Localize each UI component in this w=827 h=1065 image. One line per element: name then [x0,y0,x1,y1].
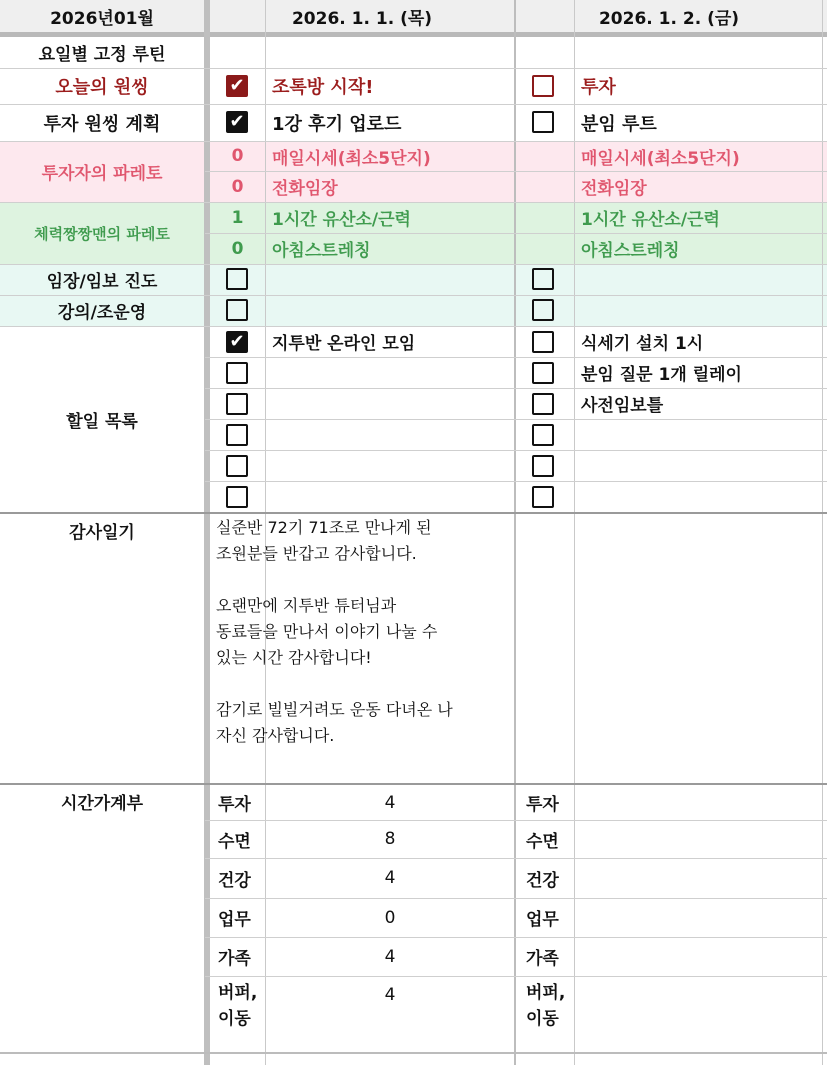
day2-todo-text[interactable]: 분임 질문 1개 릴레이 [581,365,742,385]
day1-time-label: 투자 [218,795,251,815]
day1-todo-text[interactable] [272,388,512,419]
day2-fitness-pareto-value[interactable] [516,233,574,264]
day1-time-value[interactable]: 4 [384,868,396,888]
day1-fitness-pareto-value[interactable]: 1 [231,207,244,228]
day2-time-value[interactable] [575,898,822,937]
day1-todo-checkbox[interactable] [226,362,248,384]
day2-investor-pareto-value[interactable] [516,141,574,171]
label-invest-plan: 투자 원씽 계획 [43,113,161,135]
row-line [205,976,827,977]
day2-fitness-pareto-value[interactable] [516,202,574,233]
day1-date-header: 2026. 1. 1. (목) [291,8,433,29]
day2-time-value[interactable] [575,785,822,820]
day1-investor-pareto-value[interactable]: 0 [231,176,244,197]
day1-todo-checkbox[interactable] [226,455,248,477]
day1-one-thing-text[interactable]: 조톡방 시작! [272,77,374,98]
day1-todo-text[interactable] [272,481,512,512]
day2-todo-checkbox[interactable] [532,486,554,508]
day1-time-value[interactable]: 0 [384,907,396,928]
day1-fitness-pareto-value[interactable]: 0 [231,238,244,259]
label-time-budget: 시간가계부 [60,793,144,814]
day1-todo-text[interactable] [272,450,512,481]
row-line [0,1052,827,1054]
day2-progress-checkbox[interactable] [532,268,554,290]
label-todo: 할일 목록 [66,411,138,432]
day2-todo-text[interactable]: 식세기 설치 1시 [581,334,704,354]
label-fixed-routine: 요일별 고정 루틴 [38,45,166,65]
day1-investor-pareto-item: 전화임장 [272,179,338,199]
day1-fitness-pareto-item: 아침스트레칭 [272,241,371,261]
col-divider-right [822,0,823,1065]
label-lecture: 강의/조운영 [57,303,147,323]
day2-investor-pareto-value[interactable] [516,171,574,202]
day1-time-label: 건강 [218,870,251,891]
day2-time-label: 가족 [526,949,559,969]
day2-one-thing-checkbox[interactable] [532,75,554,97]
day1-todo-checkbox[interactable]: ✔ [226,331,248,353]
day1-fitness-pareto-item: 1시간 유산소/근력 [272,210,411,230]
label-investor-pareto: 투자자의 파레토 [41,164,163,184]
day2-time-value[interactable] [575,980,822,1010]
day1-time-label: 수면 [218,831,251,852]
day2-fitness-pareto-item: 아침스트레칭 [581,241,680,261]
day1-time-value[interactable]: 8 [384,829,396,849]
day2-date-header: 2026. 1. 2. (금) [598,8,740,29]
day2-todo-checkbox[interactable] [532,455,554,477]
day1-time-value[interactable]: 4 [384,792,396,813]
day2-invest-plan-checkbox[interactable] [532,111,554,133]
day1-time-label: 업무 [218,910,251,930]
day2-time-label: 버퍼, 이동 [526,983,566,1029]
month-header: 2026년01월 [50,8,154,29]
day2-time-label: 건강 [526,870,559,891]
day1-time-label: 가족 [218,949,251,969]
day1-investor-pareto-item: 매일시세(최소5단지) [272,148,431,169]
day1-todo-text[interactable] [272,419,512,450]
label-fitness-pareto: 체력짱짱맨의 파레토 [34,224,170,243]
day2-todo-checkbox[interactable] [532,362,554,384]
day2-time-value[interactable] [575,937,822,976]
day1-todo-checkbox[interactable] [226,486,248,508]
day2-lecture-checkbox[interactable] [532,299,554,321]
day1-investor-pareto-value[interactable]: 0 [231,146,244,166]
day1-todo-text[interactable] [272,357,512,388]
day2-todo-checkbox[interactable] [532,393,554,415]
day1-gratitude-journal[interactable]: 실준반 72기 71조로 만나게 된 조원분들 반갑고 감사합니다. 오랜만에 지투반 튜터님과 동료들을 만나서 이야기 나눌 수 있는 시간 감사합니다! 감기로 빌빌거려도 운동 다녀온 나 자신 감사합니다. [216,518,453,745]
label-today-one-thing: 오늘의 원씽 [55,77,149,98]
day1-time-value[interactable]: 4 [384,946,396,967]
day2-time-value[interactable] [575,858,822,898]
day2-investor-pareto-item: 전화임장 [581,179,647,199]
day2-todo-text[interactable] [581,450,821,481]
day1-todo-checkbox[interactable] [226,424,248,446]
day1-one-thing-checkbox[interactable]: ✔ [226,75,248,97]
day1-progress-checkbox[interactable] [226,268,248,290]
day2-todo-checkbox[interactable] [532,331,554,353]
day2-todo-text[interactable]: 사전임보틀 [581,396,664,416]
day1-time-value[interactable]: 4 [384,985,396,1005]
day1-todo-text[interactable]: 지투반 온라인 모임 [272,334,416,354]
day2-investor-pareto-item: 매일시세(최소5단지) [581,148,740,169]
day1-invest-plan-checkbox[interactable]: ✔ [226,111,248,133]
day1-todo-checkbox[interactable] [226,393,248,415]
day2-todo-text[interactable] [581,419,821,450]
label-gratitude: 감사일기 [69,522,135,543]
day2-invest-plan-text[interactable]: 분임 루트 [581,113,657,135]
day1-lecture-checkbox[interactable] [226,299,248,321]
label-progress: 임장/임보 진도 [46,272,158,292]
day2-time-label: 수면 [526,831,559,852]
day2-one-thing-text[interactable]: 투자 [581,77,616,98]
day2-time-value[interactable] [575,820,822,858]
day2-time-label: 투자 [526,795,559,815]
day2-todo-text[interactable] [581,481,821,512]
day2-time-label: 업무 [526,910,559,930]
day2-todo-checkbox[interactable] [532,424,554,446]
day2-fitness-pareto-item: 1시간 유산소/근력 [581,210,720,230]
day1-invest-plan-text[interactable]: 1강 후기 업로드 [272,113,402,135]
day1-time-label: 버퍼, 이동 [218,983,258,1029]
